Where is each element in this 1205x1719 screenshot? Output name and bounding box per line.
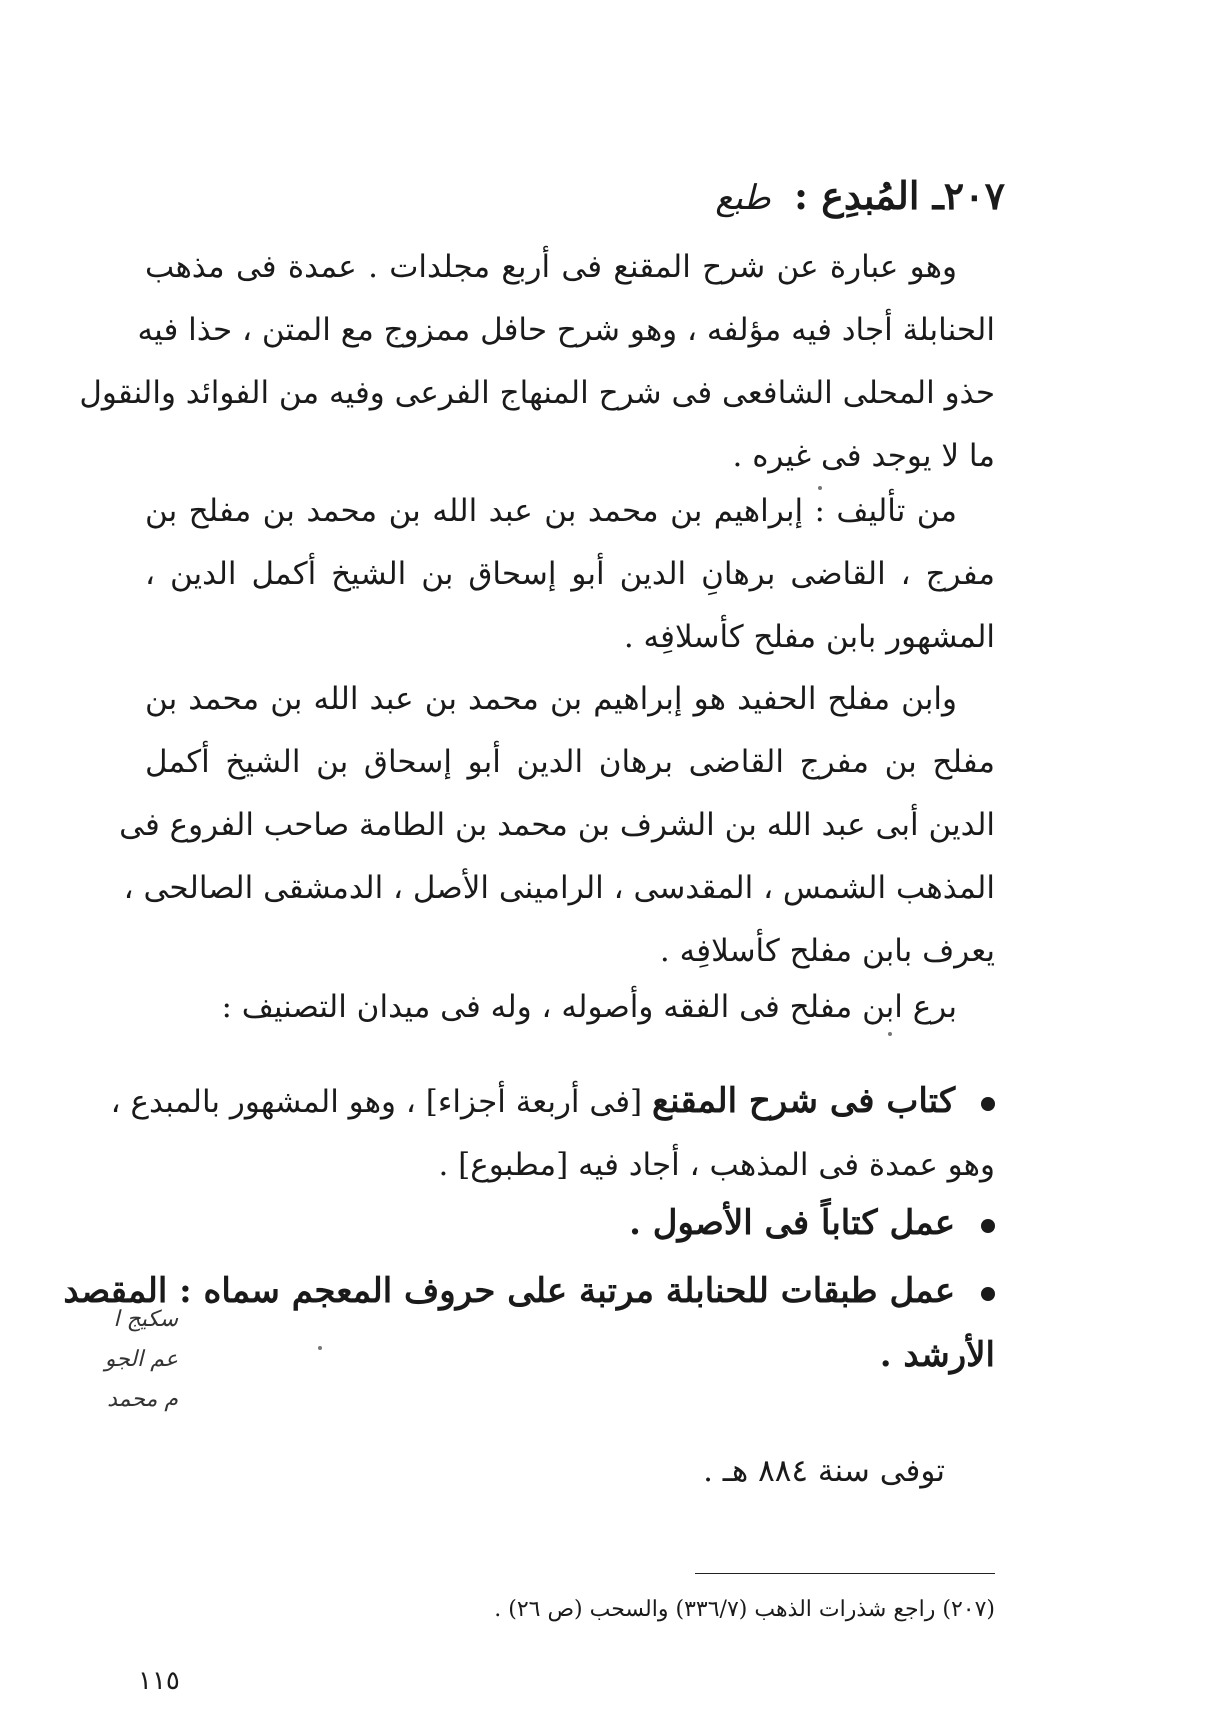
bullet-dot-icon	[981, 1097, 995, 1111]
margin-note-line: سكيج ا	[113, 1307, 178, 1332]
text-line: الدين أبى عبد الله بن الشرف بن محمد بن الطامة صاحب الفروع فى	[119, 807, 995, 843]
bullet-text: [فى أربعة أجزاء] ، وهو المشهور بالمبدع ،	[110, 1084, 643, 1120]
ink-speck	[818, 486, 822, 490]
text-line: مفلح بن مفرج القاضى برهان الدين أبو إسحاق بن الشيخ أكمل	[145, 744, 995, 780]
paragraph-author	[145, 480, 995, 669]
bullet-bold-text: كتاب فى شرح المقنع	[652, 1081, 956, 1121]
bullet-dot-icon	[981, 1287, 995, 1301]
paragraph-biography	[119, 668, 995, 983]
handwritten-margin-note	[68, 1300, 178, 1420]
margin-note-line: عم الجو	[104, 1347, 178, 1372]
bullet-line	[145, 1324, 995, 1388]
entry-title: ٢٠٧ـ المُبدِع :	[793, 173, 1005, 218]
bullet-bold-text: عمل طبقات للحنابلة مرتبة على حروف المعجم سماه : المقصد	[63, 1271, 956, 1311]
text-line: المذهب الشمس ، المقدسى ، الرامينى الأصل ، الدمشقى الصالحى ،	[123, 870, 995, 906]
text-line: ما لا يوجد فى غيره .	[732, 438, 995, 474]
text-line: الحنابلة أجاد فيه مؤلفه ، وهو شرح حافل ممزوج مع المتن ، حذا فيه	[137, 312, 995, 348]
bullet-line	[145, 1192, 995, 1256]
handwritten-annotation: طبع	[715, 178, 771, 218]
bullet-bold-text: عمل كتاباً فى الأصول .	[629, 1203, 956, 1243]
entry-heading	[155, 172, 1005, 222]
text-line: يعرف بابن مفلح كأسلافِه .	[659, 933, 995, 969]
text-line: من تأليف : إبراهيم بن محمد بن عبد الله بن محمد بن مفلح بن	[145, 493, 957, 529]
page-number: ١١٥	[138, 1666, 180, 1696]
bullet-line	[110, 1070, 995, 1134]
death-date: توفى سنة ٨٨٤ هـ .	[703, 1453, 945, 1489]
bullet-item-usul	[145, 1192, 995, 1256]
footnote: (٢٠٧) راجع شذرات الذهب (٣٣٦/٧) والسحب (ص ٢٦) .	[494, 1597, 995, 1622]
paragraph-works-intro	[145, 976, 995, 1039]
ink-speck	[888, 1032, 892, 1036]
text-line: حذو المحلى الشافعى فى شرح المنهاج الفرعى وفيه من الفوائد والنقول	[79, 375, 995, 411]
paragraph-description	[79, 236, 995, 488]
bullet-line: وهو عمدة فى المذهب ، أجاد فيه [مطبوع] .	[438, 1147, 995, 1183]
margin-note-line: م محمد	[107, 1387, 178, 1412]
ink-speck	[318, 1346, 322, 1350]
bullet-bold-text: الأرشد .	[879, 1335, 995, 1375]
text-line: برع ابن مفلح فى الفقه وأصوله ، وله فى ميدان التصنيف :	[221, 989, 957, 1025]
text-line: وهو عبارة عن شرح المقنع فى أربع مجلدات . عمدة فى مذهب	[145, 249, 957, 285]
bullet-dot-icon	[981, 1219, 995, 1233]
text-line: وابن مفلح الحفيد هو إبراهيم بن محمد بن عبد الله بن محمد بن	[145, 681, 957, 717]
footnote-divider	[695, 1573, 995, 1574]
text-line: المشهور بابن مفلح كأسلافِه .	[623, 619, 995, 655]
bullet-item-mubdi	[110, 1070, 995, 1197]
text-line: مفرج ، القاضى برهانِ الدين أبو إسحاق بن الشيخ أكمل الدين ،	[145, 556, 995, 592]
